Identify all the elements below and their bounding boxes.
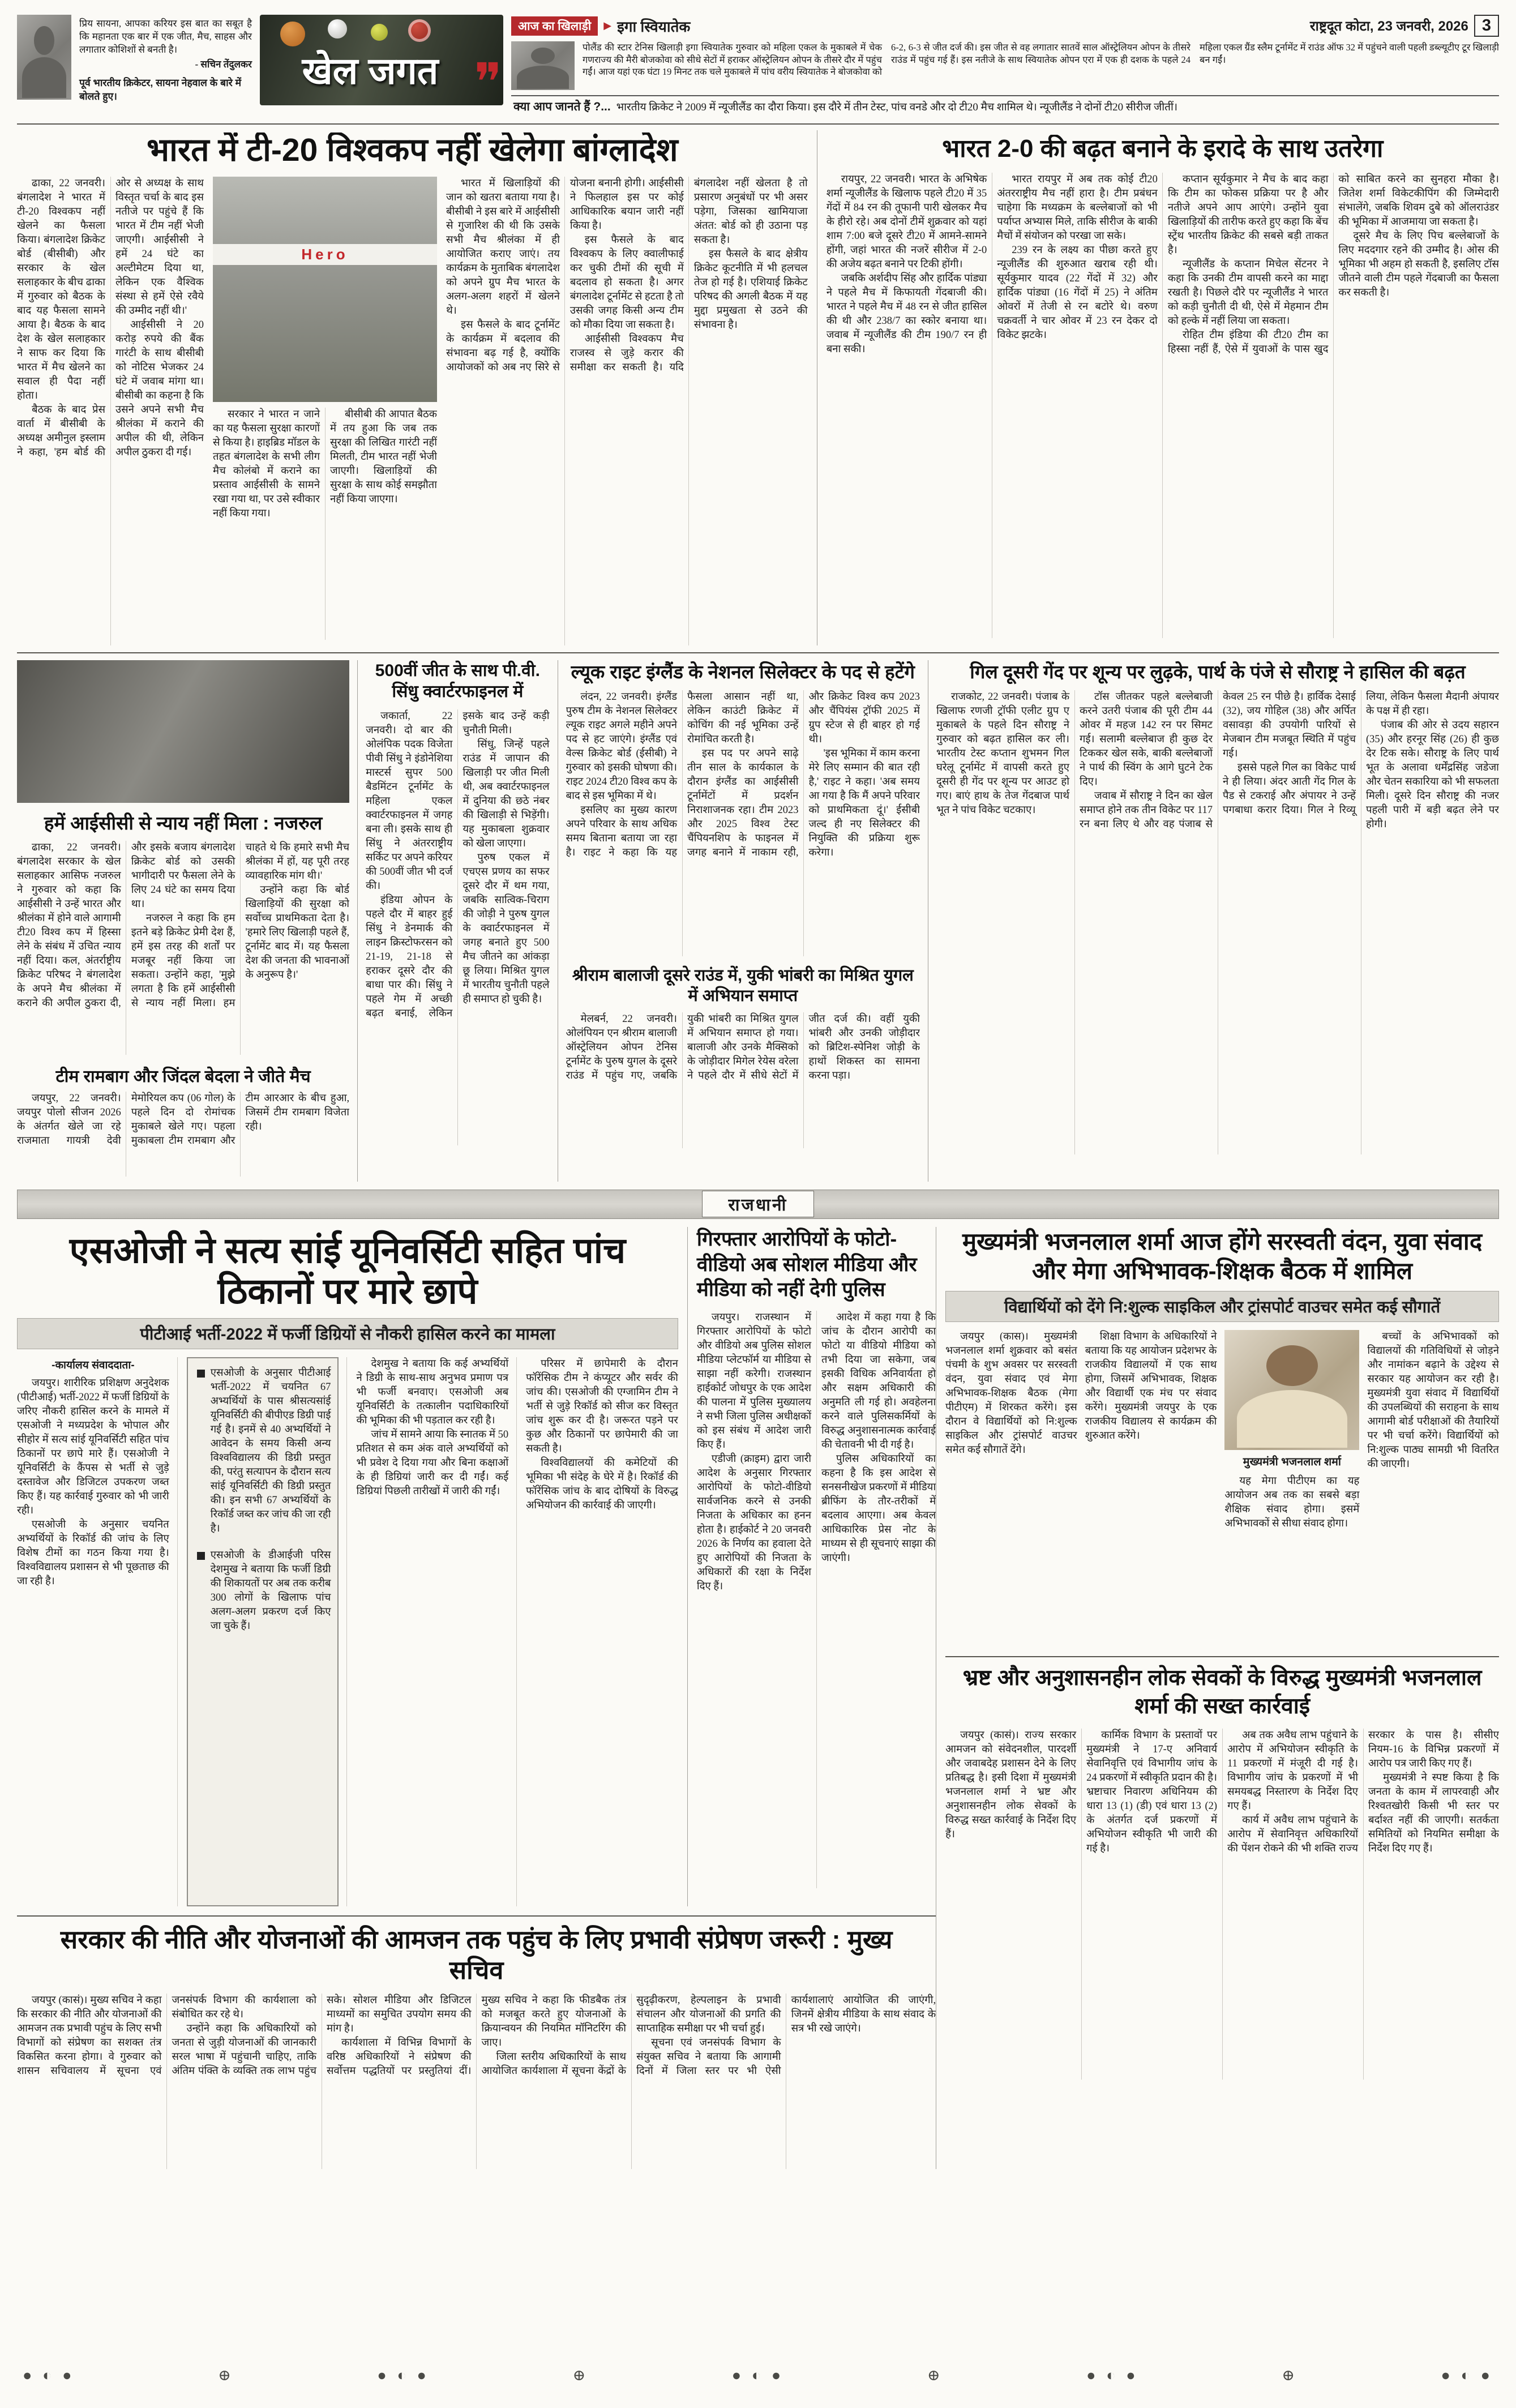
- bullet-item: एसओजी के अनुसार पीटीआई भर्ती-2022 में चयनित 67 अभ्यर्थियों के पास श्रीसत्यसांई यूनिवर्सिटी की बीपीएड डिग्री पाई गई है। इनमें से 40 अभ्यर्थियों ने आवेदन के समय किसी अन्य विश्वविद्यालय की डिग्री प्रस्तुत की, परंतु सत्यापन के दौरान सत्य सांई यूनिवर्सिटी की डिग्री प्रस्तुत की। इन सभी 67 अभ्यर्थियों के रिकॉर्ड जब्त कर जांच की जा रही है।: [195, 1366, 331, 1536]
- paragraph: मुख्यमंत्री ने स्पष्ट किया है कि जनता के काम में लापरवाही और रिश्वतखोरी किसी भी स्तर पर बर्दाश्त नहीं की जाएगी। सतर्कता समितियों को नियमित समीक्षा के निर्देश दिए गए हैं।: [1368, 1772, 1499, 1854]
- sog-column-1-text: [17, 1376, 169, 1589]
- article-gill-body: [936, 690, 1499, 1154]
- cm-photo-column: [1224, 1330, 1359, 1647]
- paragraph: जवाब में सौराष्ट्र ने दिन का खेल समाप्त होने तक तीन विकेट पर 117 रन बना लिए थे और वह पंजाब से केवल 25 रन पीछे है। हार्विक देसाई (32), जय गोहिल (38) और अर्पित वसावड़ा की उपयोगी पारियों से मेजबान टीम मजबूत स्थिति में पहुंच गई।: [1080, 691, 1356, 831]
- paragraph: इस फैसले के बाद टूर्नामेंट के कार्यक्रम में बदलाव की संभावना बढ़ गई है, क्योंकि आयोजकों को अब नए सिरे से योजना बनानी होगी। आईसीसी ने फिलहाल इस पर कोई आधिकारिक बयान जारी नहीं किया है।: [446, 177, 684, 373]
- article-chief-secretary-body: [17, 1994, 936, 2169]
- article-police-media: [688, 1227, 936, 1906]
- paragraph: सूचना एवं जनसंपर्क विभाग के संयुक्त सचिव ने बताया कि आगामी दिनों में जिला स्तर पर भी ऐसी कार्यशालाएं आयोजित की जाएंगी, जिनमें क्षेत्रीय मीडिया के साथ संवाद के सत्र भी रखे जाएंगे।: [636, 1994, 936, 2077]
- paragraph: इस पद पर अपने साढ़े तीन साल के कार्यकाल के दौरान इंग्लैंड का आईसीसी टूर्नामेंटों में प्रदर्शन निराशाजनक रहा। टीम 2023 और 2025 विश्व टेस्ट चैंपियनशिप के फाइनल में जगह बनाने में नाकाम रही, और क्रिकेट विश्व कप 2023 और चैंपियंस ट्रॉफी 2025 में ग्रुप स्टेज से ही बाहर हो गई थी।: [687, 691, 920, 859]
- paragraph: जांच में सामने आया कि स्नातक में 50 प्रतिशत से कम अंक वाले अभ्यर्थियों को भी प्रवेश दे दिया गया और बिना कक्षाओं के ही डिग्रियां जारी कर दी गईं। कई डिग्रियां पिछली तारीखों में जारी की गईं।: [356, 1428, 509, 1497]
- paragraph: आईसीसी विश्वकप मैच राजस्व से जुड़े करार की समीक्षा कर सकती है। यदि बंगलादेश नहीं खेलता है तो प्रसारण अनुबंधों पर भी असर पड़ेगा, जिसका खामियाजा अंतत: बोर्ड को ही उठाना पड़ सकता है।: [569, 177, 808, 373]
- paragraph: पंजाब की ओर से उदय सहारन (35) और हरनूर सिंह (26) ही कुछ देर टिक सके। सौराष्ट्र के लिए पार्थ भूत के अलावा धर्मेंद्रसिंह जडेजा और चेतन सकारिया को भी सफलता मिली। दूसरे दिन सौराष्ट्र की नजर पहली पारी में बड़ी बढ़त लेने पर होगी।: [1366, 720, 1499, 831]
- cricket-match-photo: [213, 177, 437, 402]
- paragraph: न्यूजीलैंड के कप्तान मिचेल सेंटनर ने कहा कि उनकी टीम वापसी करने का माद्दा रखती है। पिछले दौरे पर न्यूजीलैंड ने भारत को कड़ी चुनौती दी थी, ऐसे में मेहमान टीम को हल्के में नहीं लिया जा सकता।: [1167, 258, 1329, 327]
- paragraph: जयपुर। शारीरिक प्रशिक्षण अनुदेशक (पीटीआई) भर्ती-2022 में फर्जी डिग्रियों के जरिए नौकरी हासिल करने के मामले में एसओजी ने मध्यप्रदेश के भोपाल और सीहोर में सत्य सांई यूनिवर्सिटी सहित पांच ठिकानों पर छापे मारे हैं। एसओजी ने यूनिवर्सिटी के कैंपस से भर्ती से जुड़े दस्तावेज और डिजिटल उपकरण जब्त किए हैं। यह कार्रवाई गुरुवार को भी जारी रही।: [17, 1377, 169, 1516]
- paragraph: सिंधु, जिन्हें पहले राउंड में जापान की खिलाड़ी पर जीत मिली थी, अब क्वार्टरफाइनल में दुनिया की छठे नंबर की खिलाड़ी से भिड़ेंगी। यह मुकाबला शुक्रवार को खेला जाएगा।: [462, 738, 550, 849]
- paragraph: विश्वविद्यालयों की कमेटियों की भूमिका भी संदेह के घेरे में है। रिकॉर्ड की फॉरेंसिक जांच के बाद दोषियों के विरुद्ध अभियोजन की कार्रवाई की जाएगी।: [526, 1457, 678, 1511]
- paragraph: रायपुर, 22 जनवरी। भारत के अभिषेक शर्मा न्यूजीलैंड के खिलाफ पहले टी20 में 35 गेंदों में 84 रन की तूफानी पारी खेलकर मैच के हीरो रहे। अब दोनों टीमें शुक्रवार को यहां शाम 7:00 बजे दूसरे टी20 में आमने-सामने होंगी, जहां भारत की नजरें सीरीज में 2-0 की अजेय बढ़त बनाने पर टिकी होंगी।: [826, 173, 987, 270]
- main-articles-row: [17, 130, 1499, 645]
- bullet-item: एसओजी के डीआईजी परिस देशमुख ने बताया कि फर्जी डिग्री की शिकायतों पर अब तक करीब 300 लोगों के खिलाफ पांच अलग-अलग प्रकरण दर्ज किए जा चुके हैं।: [195, 1549, 331, 1633]
- basketball-icon: [280, 22, 305, 46]
- article-bangladesh-col-left: [17, 177, 204, 645]
- paragraph: जयपुर। राजस्थान में गिरफ्तार आरोपियों के फोटो और वीडियो अब पुलिस सोशल मीडिया प्लेटफॉर्म या मीडिया से साझा नहीं करेगी। राजस्थान हाईकोर्ट जोधपुर के एक आदेश की पालना में पुलिस मुख्यालय ने सभी जिला पुलिस अधीक्षकों को इस संबंध में आदेश जारी किए हैं।: [696, 1312, 812, 1451]
- player-name: इगा स्वियातेक: [617, 18, 691, 35]
- paragraph: जबकि अर्शदीप सिंह और हार्दिक पांड्या ने पहले मैच में किफायती गेंदबाजी की। भारत ने पहले मैच में 48 रन से जीत हासिल की थी और 238/7 का स्कोर बनाया था। जवाब में न्यूजीलैंड की टीम 190/7 रन ही बना सकी।: [826, 272, 987, 355]
- paragraph: जयपुर (कासं)। राज्य सरकार आमजन को संवेदनशील, पारदर्शी और जवाबदेह प्रशासन देने के लिए प्रतिबद्ध है। इसी दिशा में मुख्यमंत्री भजनलाल शर्मा ने भ्रष्ट और अनुशासनहीन लोक सेवकों के विरुद्ध सख्त कार्रवाई के निर्देश दिए हैं।: [945, 1729, 1077, 1840]
- paragraph: बच्चों के अभिभावकों को विद्यालयों की गतिविधियों से जोड़ने और नामांकन बढ़ाने के उद्देश्य से सरकार यह आयोजन कर रही है। मुख्यमंत्री युवा संवाद में विद्यार्थियों की उपलब्धियों की सराहना के साथ आगामी बोर्ड परीक्षाओं की तैयारियों पर भी चर्चा करेंगे। विद्यार्थियों को नि:शुल्क पाठ्य सामग्री भी वितरित की जाएगी।: [1367, 1331, 1499, 1470]
- sog-highlights-box: [187, 1357, 339, 1906]
- article-police-headline: गिरफ्तार आरोपियों के फोटो-वीडियो अब सोशल मीडिया और मीडिया को नहीं देगी पुलिस: [696, 1227, 917, 1301]
- article-bangladesh-t20: [17, 130, 817, 645]
- cm-photo-caption: मुख्यमंत्री भजनलाल शर्मा: [1243, 1455, 1341, 1468]
- sponsor-board-text: Hero: [213, 244, 437, 265]
- article-chief-secretary: [17, 1915, 936, 2169]
- registration-mark-icon: ● ◐ ●: [23, 2367, 75, 2384]
- paragraph: टॉस जीतकर पहले बल्लेबाजी करने उतरी पंजाब की पूरी टीम 44 ओवर में महज 142 रन पर सिमट गई। सलामी बल्लेबाज ही कुछ देर टिककर खेल सके, बाकी बल्लेबाजों ने पार्थ की स्विंग के आगे घुटने टेक दिए।: [1080, 691, 1213, 788]
- paragraph: यह मेगा पीटीएम का यह आयोजन अब तक का सबसे बड़ा शैक्षिक संवाद होगा। इसमें अभिभावकों से सीधा संवाद होगा।: [1224, 1475, 1360, 1529]
- registration-mark-icon: ● ◐ ●: [731, 2367, 785, 2384]
- edition-dateline: राष्ट्रदूत कोटा, 23 जनवरी, 2026: [1309, 19, 1468, 34]
- section-banner-label: राजधानी: [702, 1191, 815, 1217]
- paragraph: जयपुर (कास)। मुख्यमंत्री भजनलाल शर्मा शुक्रवार को बसंत पंचमी के शुभ अवसर पर सरस्वती वंदन, युवा संवाद एवं मेगा अभिभावक-शिक्षक बैठक (मेगा पीटीएम) में शिरकत करेंगे। इस दौरान वे विद्यार्थियों को नि:शुल्क साइकिल और ट्रांसपोर्ट वाउचर समेत कई सौगातें देंगे।: [945, 1331, 1077, 1456]
- khel-jagat-logo: [260, 15, 503, 105]
- paragraph: जकार्ता, 22 जनवरी। दो बार की ओलंपिक पदक विजेता पीवी सिंधु ने इंडोनेशिया मास्टर्स सुपर 500 बैडमिंटन टूर्नामेंट के महिला एकल क्वार्टरफाइनल में जगह बना ली। इसके साथ ही सिंधु ने अंतरराष्ट्रीय सर्किट पर अपने करियर की 500वीं जीत भी दर्ज की।: [366, 710, 453, 892]
- football-icon: [328, 19, 347, 39]
- article-luke-wright-headline: ल्यूक राइट इंग्लैंड के नेशनल सिलेक्टर के पद से हटेंगे: [571, 661, 915, 682]
- dartboard-icon: [408, 19, 431, 42]
- article-india-lead: [817, 130, 1499, 645]
- section-banner: [17, 1190, 1499, 1219]
- press-conference-photo: [17, 660, 349, 803]
- paragraph: बैठक के बाद प्रेस वार्ता में बीसीबी के अध्यक्ष अमीनुल इस्लाम ने कहा, 'हम बोर्ड की ओर से अध्यक्ष के साथ विस्तृत चर्चा के बाद इस नतीजे पर पहुंचे हैं कि भारत में टीम नहीं भेजी जाएगी। आईसीसी ने हमें 24 घंटे का अल्टीमेटम दिया था, लेकिन एक वैश्विक संस्था से हमें ऐसे रवैये की उम्मीद नहीं थी।': [17, 177, 204, 458]
- article-gill-ranji: [928, 660, 1499, 1182]
- did-you-know-text: भारतीय क्रिकेट ने 2009 में न्यूजीलैंड का दौरा किया। इस दौरे में तीन टेस्ट, पांच वनडे और दो टी20 मैच शामिल थे। न्यूजीलैंड ने दोनों टी20 सीरीज जीतीं।: [616, 101, 1178, 113]
- arrow-right-icon: ▶: [603, 20, 612, 31]
- paragraph: ढाका, 22 जनवरी। बंगलादेश सरकार के खेल सलाहकार आसिफ नजरुल ने गुरुवार को कहा कि आईसीसी ने उन्हें भारत और श्रीलंका में होने वाले आगामी टी20 विश्व कप में हिस्सा लेने के संबंध में उचित न्याय नहीं दिया। कल, अंतर्राष्ट्रीय क्रिकेट परिषद ने बंगलादेश के अपने मैच श्रीलंका में कराने की अपील ठुकरा दी, और इसके बजाय बंगलादेश क्रिकेट बोर्ड को उसकी भागीदारी पर फैसला लेने के लिए 24 घंटे का समय दिया था।: [17, 841, 235, 1009]
- sog-column-2: [187, 1357, 348, 1906]
- article-india-body: [826, 173, 1499, 638]
- registration-mark-icon: ● ◐ ●: [1441, 2367, 1493, 2384]
- registration-mark-icon: ⊕: [927, 2367, 944, 2384]
- article-bangladesh-col-right: [446, 177, 808, 645]
- article-rambagh-headline: टीम रामबाग और जिंदल बेदला ने जीते मैच: [55, 1067, 311, 1086]
- paragraph: पुलिस अधिकारियों का कहना है कि इस आदेश से सनसनीखेज प्रकरणों में मीडिया ब्रीफिंग के तौर-तरीकों में बदलाव आएगा। अब केवल आधिकारिक प्रेस नोट के माध्यम से ही सूचनाएं साझा की जाएंगी।: [821, 1453, 936, 1564]
- page-number: 3: [1474, 15, 1499, 37]
- cm-column-4: [1367, 1330, 1499, 1647]
- article-nazrul: [17, 660, 358, 1182]
- paragraph: 'इस भूमिका में काम करना मेरे लिए सम्मान की बात रही है,' राइट ने कहा। 'अब समय आ गया है कि मैं अपने परिवार को प्राथमिकता दूं।' ईसीबी जल्द ही नए सिलेक्टर की नियुक्ति की प्रक्रिया शुरू करेगा।: [808, 748, 920, 859]
- sachin-quote: प्रिय सायना, आपका करियर इस बात का सबूत है कि महानता एक बार में एक जीत, मैच, साहस और लगातार कोशिशों से बनती है।: [79, 18, 252, 55]
- paragraph: इसलिए का मुख्य कारण अपने परिवार के साथ अधिक समय बिताना बताया जा रहा है। राइट ने कहा कि यह फैसला आसान नहीं था, लेकिन काउंटी क्रिकेट में कोचिंग की नई भूमिका उन्हें रोमांचित करती है।: [566, 691, 799, 859]
- paragraph: परिसर में छापेमारी के दौरान फॉरेंसिक टीम ने कंप्यूटर और सर्वर की जांच की। एसओजी की एग्जामिन टीम ने भर्ती से जुड़े रिकॉर्ड को सीज कर विस्तृत जांच शुरू कर दी है। जरूरत पड़ने पर कुछ और ठिकानों पर छापेमारी की जा सकती है।: [526, 1358, 678, 1455]
- article-sog-headline: एसओजी ने सत्य सांई यूनिवर्सिटी सहित पांच ठिकानों पर मारे छापे: [69, 1230, 626, 1312]
- paragraph: बीसीबी की आपात बैठक में तय हुआ कि जब तक सुरक्षा की लिखित गारंटी नहीं मिलती, टीम भारत नहीं भेजी जाएगी। खिलाड़ियों की सुरक्षा के साथ कोई समझौता नहीं किया जाएगा।: [330, 408, 437, 505]
- paragraph: लंदन, 22 जनवरी। इंग्लैंड पुरुष टीम के नेशनल सिलेक्टर ल्यूक राइट अगले महीने अपने पद से हट जाएंगे। इंग्लैंड एवं वेल्स क्रिकेट बोर्ड (ईसीबी) ने गुरुवार को इसकी घोषणा की। राइट 2024 टी20 विश्व कप के बाद से इस भूमिका में थे।: [566, 691, 678, 802]
- paragraph: कप्तान सूर्यकुमार ने मैच के बाद कहा कि टीम का फोकस प्रक्रिया पर है और नतीजे अपने आप आएंगे। उन्होंने युवा खिलाड़ियों की तारीफ करते हुए कहा कि बेंच स्ट्रेंथ भारतीय क्रिकेट की सबसे बड़ी ताकत है।: [1167, 173, 1329, 256]
- paragraph: अब तक अवैध लाभ पहुंचाने के आरोप में अभियोजन स्वीकृति के 11 प्रकरणों में मंजूरी दी गई है। विभागीय जांच के प्रकरणों में भी समयबद्ध निस्तारण के निर्देश दिए गए हैं।: [1227, 1729, 1359, 1812]
- iga-swiatek-photo: [511, 41, 575, 90]
- player-of-day-block: [511, 15, 1499, 118]
- article-luke-wright: [558, 660, 929, 1182]
- article-cm-subhead: विद्यार्थियों को देंगे नि:शुल्क साइकिल और ट्रांसपोर्ट वाउचर समेत कई सौगातें: [945, 1291, 1499, 1322]
- paragraph: नजरुल ने कहा कि हम इतने बड़े क्रिकेट प्रेमी देश हैं, हमें इस तरह की शर्तों पर मजबूर नहीं किया जा सकता। उन्होंने कहा, 'मुझे लगता है कि हमें आईसीसी से न्याय नहीं मिला। हम चाहते थे कि हमारे सभी मैच श्रीलंका में हों, यह पूरी तरह व्यावहारिक मांग थी।': [131, 841, 350, 1009]
- paragraph: पुरुष एकल में एचएस प्रणय का सफर दूसरे दौर में थम गया, जबकि सात्विक-चिराग की जोड़ी ने पुरुष युगल के क्वार्टरफाइनल में जगह बनाते हुए 500 मैच जीतने का आंकड़ा छू लिया। मिश्रित युगल में भारतीय चुनौती पहले ही समाप्त हो चुकी है।: [462, 852, 550, 1005]
- paragraph: कार्य में अवैध लाभ पहुंचाने के आरोप में सेवानिवृत्त अधिकारियों की पेंशन रोकने की भी शक्ति राज्य सरकार के पास है। सीसीए नियम-16 के विभिन्न प्रकरणों में आरोप पत्र जारी किए गए हैं।: [1227, 1729, 1499, 1854]
- article-chief-secretary-headline: सरकार की नीति और योजनाओं की आमजन तक पहुंच के लिए प्रभावी संप्रेषण जरूरी : मुख्य सचिव: [60, 1924, 893, 1984]
- article-police-body: [697, 1311, 936, 1888]
- paragraph: भारत रायपुर में अब तक कोई टी20 अंतरराष्ट्रीय मैच नहीं हारा है। टीम प्रबंधन चाहेगा कि मध्यक्रम के बल्लेबाजों को भी पर्याप्त अभ्यास मिले, ताकि सीरीज के बाकी मैचों में संयोजन को परखा जा सके।: [997, 173, 1158, 242]
- paragraph: शिक्षा विभाग के अधिकारियों ने बताया कि यह आयोजन प्रदेशभर के राजकीय विद्यालयों में एक साथ होगा, जिसमें अभिभावक, शिक्षक और विद्यार्थी एक मंच पर संवाद करेंगे। मुख्यमंत्री जयपुर के एक राजकीय विद्यालय से कार्यक्रम की शुरुआत करेंगे।: [1085, 1331, 1217, 1442]
- paragraph: ढाका, 22 जनवरी। बंगलादेश ने भारत में टी-20 विश्वकप नहीं खेलने का फैसला किया। बंगलादेश क्रिकेट बोर्ड (बीसीबी) और सरकार के खेल सलाहकार के बीच ढाका में गुरुवार को बैठक के बाद यह फैसला सामने आया है। बैठक के बाद देश के खेल सलाहकार ने साफ कर दिया कि भारत में मैच खेलने का सवाल ही पैदा नहीं होता।: [17, 177, 105, 401]
- cm-column-3-text: [1224, 1474, 1359, 1531]
- section-logo-title: खेल जगत: [302, 50, 439, 92]
- sog-column-3: [356, 1357, 517, 1906]
- article-sindhu-headline: 500वीं जीत के साथ पी.वी. सिंधु क्वार्टरफाइनल में: [375, 661, 540, 702]
- bottom-articles-row: [17, 1227, 1499, 2169]
- article-corrupt-officials: [945, 1656, 1499, 2080]
- article-balaji-headline: श्रीराम बालाजी दूसरे राउंड में, युकी भांबरी का मिश्रित युगल में अभियान समाप्त: [572, 966, 914, 1006]
- paragraph: रोहित टीम इंडिया की टी20 टीम का हिस्सा नहीं हैं, ऐसे में युवाओं के पास खुद को साबित करने का सुनहरा मौका है। जितेश शर्मा विकेटकीपिंग की जिम्मेदारी संभालेंगे, जबकि शिवम दुबे को ऑलराउंडर की भूमिका में आजमाया जा सकता है।: [1167, 173, 1499, 355]
- paragraph: एसओजी के अनुसार चयनित अभ्यर्थियों के रिकॉर्ड की जांच के लिए विशेष टीमों का गठन किया गया है। विश्वविद्यालय प्रशासन से भी पूछताछ की जा रही है।: [17, 1519, 169, 1587]
- paragraph: कार्यशाला में विभिन्न विभागों के वरिष्ठ अधिकारियों ने संप्रेषण की सर्वोत्तम पद्धतियों पर प्रस्तुतियां दीं। मुख्य सचिव ने कहा कि फीडबैक तंत्र को मजबूत करते हुए योजनाओं के क्रियान्वयन की नियमित मॉनिटरिंग की जाए।: [327, 1994, 627, 2077]
- paragraph: एडीजी (क्राइम) द्वारा जारी आदेश के अनुसार गिरफ्तार आरोपियों के फोटो-वीडियो सार्वजनिक करने से उनकी निजता के अधिकार का हनन होता है। हाईकोर्ट ने 20 जनवरी 2026 के निर्णय का हवाला देते हुए आरोपियों की निजता के अधिकारों की रक्षा के निर्देश दिए हैं।: [696, 1453, 812, 1593]
- masthead-quote-block: [79, 15, 252, 118]
- article-sindhu-body: [366, 709, 549, 1145]
- article-bangladesh-headline: भारत में टी-20 विश्वकप नहीं खेलेगा बांग्लादेश: [147, 132, 678, 168]
- article-india-headline: भारत 2-0 की बढ़त बनाने के इरादे के साथ उतरेगा: [942, 135, 1384, 162]
- article-sog-raids: [17, 1227, 688, 1906]
- tennis-ball-icon: [371, 24, 388, 41]
- article-nazrul-body: [17, 841, 349, 1055]
- paragraph: इस फैसले के बाद विश्वकप के लिए क्वालीफाई कर चुकी टीमों की सूची में बदलाव हो सकता है। अगर बंगलादेश टूर्नामेंट से हटता है तो उसकी जगह किसी अन्य टीम को मौका दिया जा सकता है।: [569, 234, 684, 331]
- registration-mark-icon: ⊕: [572, 2367, 589, 2384]
- article-sindhu: [358, 660, 558, 1182]
- did-you-know-box: [511, 95, 1499, 114]
- article-balaji-body: [566, 1012, 920, 1148]
- did-you-know-label: क्या आप जानते हैं ?...: [513, 100, 611, 113]
- paragraph: राजकोट, 22 जनवरी। पंजाब के खिलाफ रणजी ट्रॉफी एलीट ग्रुप ए मुकाबले के पहले दिन सौराष्ट्र ने गुरुवार को बढ़त हासिल कर ली। भारतीय टेस्ट कप्तान शुभमन गिल घरेलू टूर्नामेंट में वापसी करते हुए दूसरी ही गेंद पर शून्य पर आउट हो गए। बाएं हाथ के तेज गेंदबाज पार्थ भूत ने पांच विकेट चटकाए।: [936, 691, 1070, 816]
- registration-mark-icon: ● ◐ ●: [1086, 2367, 1139, 2384]
- paragraph: मेलबर्न, 22 जनवरी। ओलंपियन एन श्रीराम बालाजी ऑस्ट्रेलियन ओपन टेनिस टूर्नामेंट के पुरुष युगल के दूसरे राउंड में पहुंच गए, जबकि युकी भांबरी का मिश्रित युगल में अभियान समाप्त हो गया। बालाजी और उनके मैक्सिको के जोड़ीदार मिगेल रेयेस वरेला ने पहले दौर में सीधे सेटों में जीत दर्ज की। वहीं युकी भांबरी और उनकी जोड़ीदार को ब्रिटिश-स्पेनिश जोड़ी के हाथों शिकस्त का सामना करना पड़ा।: [566, 1013, 920, 1081]
- article-cm-events: [945, 1227, 1499, 1647]
- paragraph: आदेश में कहा गया है कि जांच के दौरान आरोपी का फोटो या वीडियो मीडिया को तभी दिया जा सकेगा, जब इसकी विधिक अनिवार्यता हो और सक्षम अधिकारी की अनुमति ली गई हो। अवहेलना करने वाले पुलिसकर्मियों के विरुद्ध अनुशासनात्मक कार्रवाई की चेतावनी भी दी गई है।: [821, 1312, 936, 1451]
- article-corrupt-headline: भ्रष्ट और अनुशासनहीन लोक सेवकों के विरुद्ध मुख्यमंत्री भजनलाल शर्मा की सख्त कार्रवाई: [962, 1665, 1482, 1718]
- article-rambagh-body: [17, 1092, 349, 1177]
- paragraph: देशमुख ने बताया कि कई अभ्यर्थियों ने डिग्री के साथ-साथ अनुभव प्रमाण पत्र भी फर्जी बनवाए। एसओजी अब यूनिवर्सिटी के तत्कालीन पदाधिकारियों की भूमिका की भी पड़ताल कर रही है।: [356, 1358, 509, 1426]
- masthead-divider: [17, 123, 1499, 125]
- article-gill-headline: गिल दूसरी गेंद पर शून्य पर लुढ़के, पार्थ के पंजे से सौराष्ट्र ने हासिल की बढ़त: [970, 661, 1466, 682]
- paragraph: उन्होंने कहा कि बोर्ड खिलाड़ियों की सुरक्षा को सर्वोच्च प्राथमिकता देता है। 'हमारे लिए खिलाड़ी पहले हैं, टूर्नामेंट बाद में। यह फैसला देश की जनता की भावनाओं के अनुरूप है।': [245, 884, 350, 981]
- red-quote-icon: ❞: [474, 52, 502, 105]
- paragraph: जयपुर, 22 जनवरी। जयपुर पोलो सीजन 2026 के अंतर्गत खेले जा रहे राजमाता गायत्री देवी मेमोरियल कप (06 गोल) के पहले दिन दो रोमांचक मुकाबले खेले गए। पहला मुकाबला टीम रामबाग और टीम आरआर के बीच हुआ, जिसमें टीम रामबाग विजेता रही।: [17, 1092, 350, 1147]
- paragraph: 239 रन के लक्ष्य का पीछा करते हुए न्यूजीलैंड की शुरुआत खराब रही थी। सूर्यकुमार यादव (22 गेंदों में 32) और हार्दिक पांड्या (16 गेंदों में 25) ने अंतिम ओवरों में तेजी से रन बटोरे थे। वरुण चक्रवर्ती ने चार ओवर में 23 रन देकर दो विकेट झटके।: [997, 244, 1158, 341]
- middle-articles-row: [17, 652, 1499, 1182]
- sog-column-4: [526, 1357, 678, 1906]
- paragraph: इससे पहले गिल का विकेट पार्थ ने ही लिया। अंदर आती गेंद गिल के पैड से टकराई और अंपायर ने उन्हें पगबाधा करार दिया। गिल ने रिव्यू लिया, लेकिन फैसला मैदानी अंपायर के पक्ष में ही रहा।: [1223, 691, 1499, 816]
- registration-mark-icon: ⊕: [218, 2367, 234, 2384]
- cm-bhajanlal-sharma-photo: [1224, 1330, 1359, 1450]
- byline: -कार्यालय संवाददाता-: [52, 1359, 135, 1371]
- paragraph: आईसीसी ने 20 करोड़ रुपये की बैंक गारंटी के साथ बीसीबी को नोटिस भेजकर 24 घंटे में जवाब मांगा था। बीसीबी का कहना है कि उसने अपने सभी मैच श्रीलंका में कराने की अपील की थी, लेकिन अपील ठुकरा दी गई।: [115, 319, 204, 458]
- footer-page-marks: [23, 2367, 1493, 2384]
- quote-author: - सचिन तेंदुलकर: [195, 59, 252, 70]
- article-nazrul-headline: हमें आईसीसी से न्याय नहीं मिला : नजरुल: [44, 812, 323, 833]
- article-bangladesh-photo-column: [213, 177, 437, 645]
- cm-column-1: [945, 1330, 1077, 1647]
- article-bangladesh-col-mid: [213, 408, 437, 640]
- paragraph: जयपुर (कासं)। मुख्य सचिव ने कहा कि सरकार की नीति और योजनाओं की आमजन तक प्रभावी पहुंच के लिए सभी विभागों को संप्रेषण का सशक्त तंत्र विकसित करना होगा। वे गुरुवार को शासन सचिवालय में सूचना एवं जनसंपर्क विभाग की कार्यशाला को संबोधित कर रहे थे।: [17, 1994, 317, 2077]
- cm-column-2: [1085, 1330, 1217, 1647]
- article-cm-headline: मुख्यमंत्री भजनलाल शर्मा आज होंगे सरस्वती वंदन, युवा संवाद और मेगा अभिभावक-शिक्षक बैठक में शामिल: [962, 1227, 1483, 1285]
- bottom-right-region: [936, 1227, 1499, 2169]
- sog-column-1: [17, 1357, 178, 1906]
- paragraph: जिला स्तरीय अधिकारियों के साथ आयोजित कार्यशाला में सूचना केंद्रों के सुदृढ़ीकरण, हेल्पलाइन के प्रभावी संचालन और योजनाओं की प्रगति की साप्ताहिक समीक्षा पर भी चर्चा हुई।: [481, 1994, 781, 2077]
- article-corrupt-body: [945, 1729, 1499, 2080]
- registration-mark-icon: ● ◐ ●: [377, 2367, 430, 2384]
- sachin-tendulkar-photo: [17, 15, 71, 100]
- paragraph: कार्मिक विभाग के प्रस्तावों पर मुख्यमंत्री ने 17-ए अनिवार्य सेवानिवृत्ति एवं विभागीय जांच के 24 प्रकरणों में स्वीकृति प्रदान की है। भ्रष्टाचार निवारण अधिनियम की धारा 13 (1) (डी) एवं धारा 13 (2) के अंतर्गत दर्ज प्रकरणों में अभियोजन स्वीकृति भी जारी की गई है।: [1086, 1729, 1218, 1854]
- masthead: [17, 15, 1499, 118]
- quote-caption: पूर्व भारतीय क्रिकेटर, सायना नेहवाल के बारे में बोलते हुए।: [79, 77, 242, 102]
- player-of-day-label: आज का खिलाड़ी: [511, 16, 598, 36]
- paragraph: भारत में खिलाड़ियों की जान को खतरा बताया गया है। बीसीबी ने इस बारे में आईसीसी से गुजारिश की थी कि उसके सभी मैच श्रीलंका में ही आयोजित कराए जाएं। तय कार्यक्रम के मुताबिक बंगलादेश को अपने ग्रुप मैच भारत के अलग-अलग शहरों में खेलने थे।: [446, 177, 560, 316]
- paragraph: इस फैसले के बाद क्षेत्रीय क्रिकेट कूटनीति में भी हलचल तेज हो गई है। एशियाई क्रिकेट परिषद की अगली बैठक में यह मुद्दा प्रमुखता से उठने की संभावना है।: [693, 248, 808, 331]
- article-luke-wright-body: [566, 690, 920, 956]
- player-of-day-text: पोलैंड की स्टार टेनिस खिलाड़ी इगा स्वियातेक गुरुवार को महिला एकल के मुकाबले में चेक गणराज्य की मैरी बोजकोवा को सीधे सेटों में हराकर ऑस्ट्रेलियन ओपन के तीसरे दौर में पहुंच गईं। आज यहां एक घंटा 19 मिनट तक चले मुकाबले में पांच वरीय स्वियातेक ने बोजकोवा को 6-2, 6-3 से जीत दर्ज की। इस जीत से वह लगातार सातवें साल ऑस्ट्रेलियन ओपन के तीसरे राउंड में पहुंच गई हैं। इस नतीजे के साथ स्वियातेक ओपन एरा में एक ही दशक के पहले 24 महिला एकल ग्रैंड स्लैम टूर्नामेंट में राउंड ऑफ 32 में पहुंचने वाली पहली डब्ल्यूटीए टूर खिलाड़ी बन गईं।: [583, 42, 1499, 77]
- bottom-left-region: [17, 1227, 936, 2169]
- article-sog-subhead: पीटीआई भर्ती-2022 में फर्जी डिग्रियों से नौकरी हासिल करने का मामला: [17, 1318, 678, 1349]
- registration-mark-icon: ⊕: [1282, 2367, 1298, 2384]
- paragraph: इंडिया ओपन के पहले दौर में बाहर हुई सिंधु ने डेनमार्क की लाइन क्रिस्टोफरसन को 21-19, 21-18 से हराकर दूसरे दौर की बाधा पार की। सिंधु ने पहले गेम में अच्छी बढ़त बनाई, लेकिन इसके बाद उन्हें कड़ी चुनौती मिली।: [366, 710, 550, 1019]
- paragraph: उन्होंने कहा कि अधिकारियों को जनता से जुड़ी योजनाओं की जानकारी सरल भाषा में पहुंचानी चाहिए, ताकि अंतिम पंक्ति के व्यक्ति तक लाभ पहुंच सके। सोशल मीडिया और डिजिटल माध्यमों का समुचित उपयोग समय की मांग है।: [172, 1994, 472, 2077]
- paragraph: सरकार ने भारत न जाने का यह फैसला सुरक्षा कारणों से किया है। हाइब्रिड मॉडल के तहत बंगलादेश के सभी लीग मैच कोलंबो में कराने का प्रस्ताव आईसीसी के सामने रखा गया था, पर उसे स्वीकार नहीं किया गया।: [213, 408, 320, 519]
- paragraph: दूसरे मैच के लिए पिच बल्लेबाजों के लिए मददगार रहने की उम्मीद है। ओस की भूमिका भी अहम हो सकती है, इसलिए टॉस जीतने वाली टीम पहले गेंदबाजी का फैसला कर सकती है।: [1338, 230, 1499, 298]
